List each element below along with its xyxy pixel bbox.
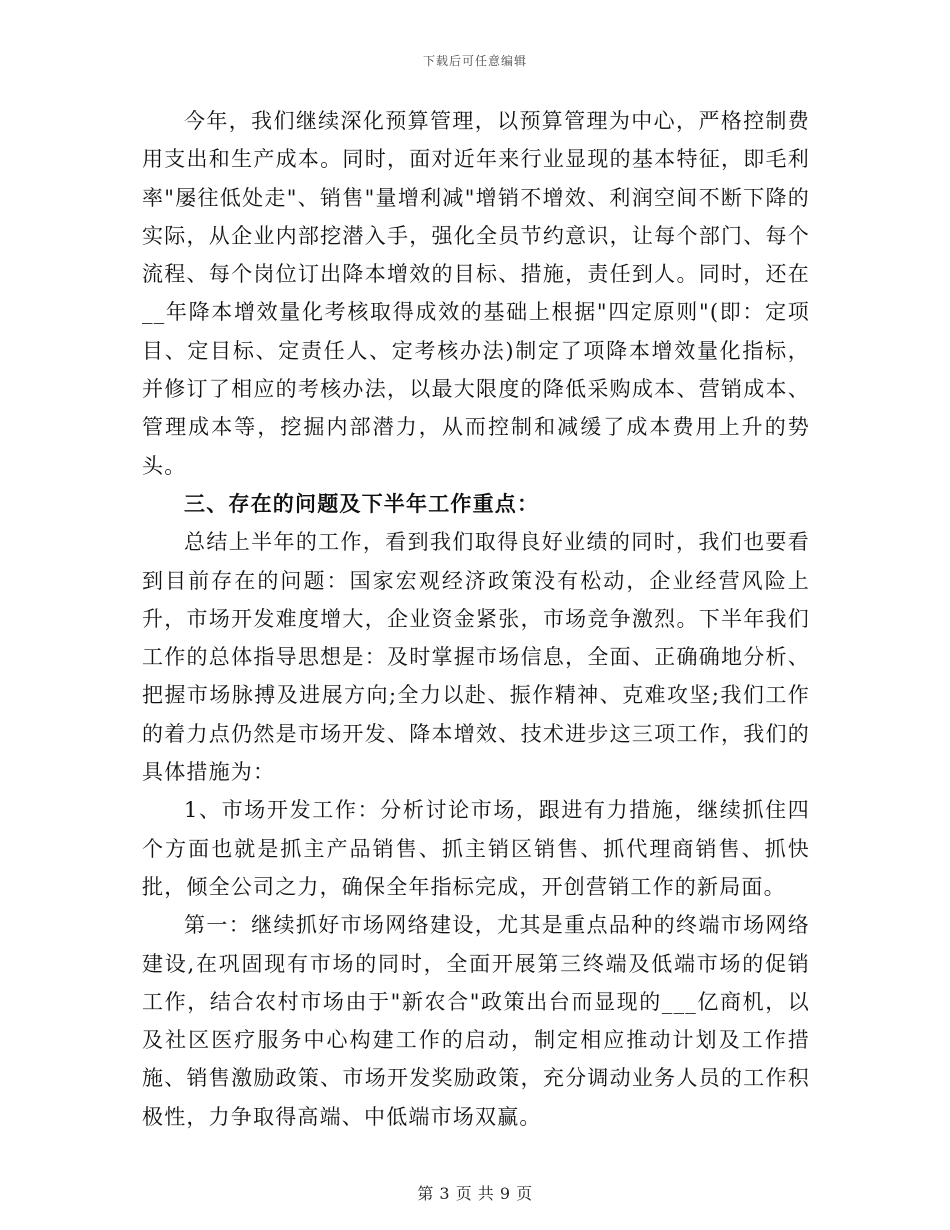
document-body xyxy=(142,102,810,1136)
paragraph-network-building: 第一：继续抓好市场网络建设，尤其是重点品种的终端市场网络建设,在巩固现有市场的同时，全面开展第三终端及低端市场的促销工作，结合农村市场由于"新农合"政策出台而显现的___亿商机，以及社区医疗服务中心构建工作的启动，制定相应推动计划及工作措施、销售激励政策、市场开发奖励政策，充分调动业务人员的工作积极性，力争取得高端、中低端市场双赢。 xyxy=(142,913,810,1129)
section-heading-problems: 三、存在的问题及下半年工作重点： xyxy=(184,490,540,516)
paragraph-summary: 总结上半年的工作，看到我们取得良好业绩的同时，我们也要看到目前存在的问题：国家宏观经济政策没有松动，企业经营风险上升，市场开发难度增大，企业资金紧张，市场竞争激烈。下半年我们工作的总体指导思想是：及时掌握市场信息，全面、正确确地分析、把握市场脉搏及进展方向;全力以赴、振作精神、克难攻坚;我们工作的着力点仍然是市场开发、降本增效、技术进步这三项工作，我们的具体措施为： xyxy=(142,530,810,785)
paragraph-budget-management: 今年，我们继续深化预算管理，以预算管理为中心，严格控制费用支出和生产成本。同时，面对近年来行业显现的基本特征，即毛利率"屡往低处走"、销售"量增利减"增销不增效、利润空间不断下降的实际，从企业内部挖潜入手，强化全员节约意识，让每个部门、每个流程、每个岗位订出降本增效的目标、措施，责任到人。同时，还在__年降本增效量化考核取得成效的基础上根据"四定原则"(即：定项目、定目标、定责任人、定考核办法)制定了项降本增效量化指标，并修订了相应的考核办法，以最大限度的降低采购成本、营销成本、管理成本等，挖掘内部潜力，从而控制和减缓了成本费用上升的势头。 xyxy=(142,109,810,478)
paragraph-market-development: 1、市场开发工作：分析讨论市场，跟进有力措施，继续抓住四个方面也就是抓主产品销售、抓主销区销售、抓代理商销售、抓快批，倾全公司之力，确保全年指标完成，开创营销工作的新局面。 xyxy=(142,798,810,899)
page-header-note: 下载后可任意编辑 xyxy=(422,54,527,68)
page-number: 第 3 页 共 9 页 xyxy=(417,1184,533,1203)
